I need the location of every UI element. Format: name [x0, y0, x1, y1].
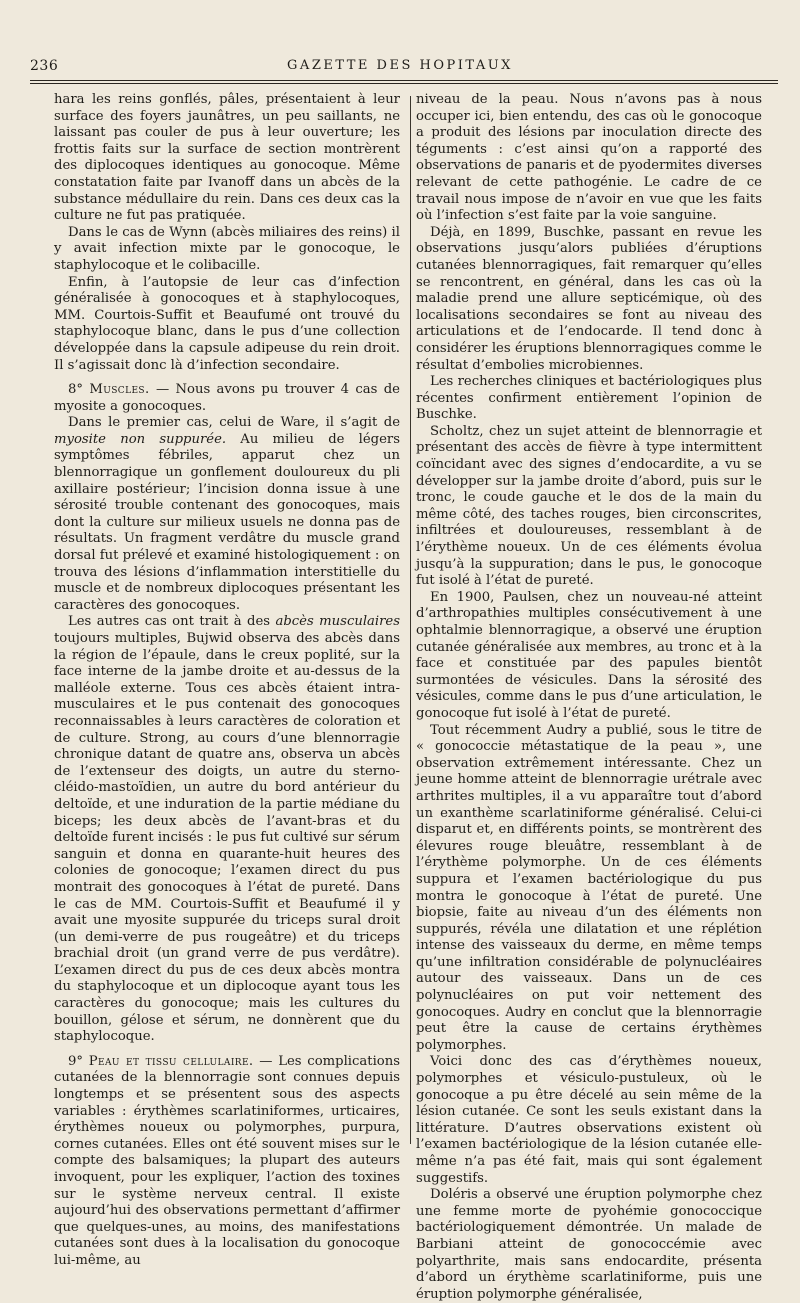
paragraph-buschke: Déjà, en 1899, Buschke, passant en revue les observations jusqu’alors publiées d’éruptions cutanées blennorragiques, fait remarquer qu’elles se rencontrent, en général, dans les cas où la maladie prend une allure septicémique, où des localisations secondaires se font au niveau des articulations et de l’endocarde. Il tend donc à considérer les éruptions blennorragiques comme le résultat d’embolies microbiennes. [416, 224, 762, 373]
paragraph-summary: Voici donc des cas d’érythèmes noueux, polymorphes et vésiculo-pustuleux, où le gonocoque a pu être décelé au sein même de la lésion cutanée. Ce sont les seuls existant dans la littérature. D’autres observations existent où l’examen bactériologique de la lésion cutanée elle-même n’a pas été fait, mais qui sont également suggestifs. [416, 1054, 762, 1186]
emphasis-abces: abcès musculaires [275, 614, 400, 630]
section-title: Muscles. [89, 382, 150, 398]
paragraph-paulsen: En 1900, Paulsen, chez un nouveau-né atteint d’arthropathies multiples consécutivement à une ophtalmie blennorragique, a observé une éruption cutanée généralisée aux membres, au tronc et à la face et constituée par des papules bientôt surmontées de vésicules. Dans la sérosité des vésicules, comme dans le pus d’une articulation, le gonocoque fut isolé à l’état de pureté. [416, 589, 762, 721]
section-number: 8° [68, 382, 83, 398]
section-title: Peau et tissu cellulaire. [88, 1053, 254, 1069]
paragraph-skin-level: niveau de la peau. Nous n’avons pas à nous occuper ici, bien entendu, des cas où le gonocoque a produit des lésions par inoculation directe des téguments : c’est ainsi qu’on a rapporté des observations de panaris et de pyodermites diverses relevant de cette pathogénie. Le cadre de ce travail nous impose de n’avoir en vue que les faits où l’infection s’est faite par la voie sanguine. [416, 92, 762, 224]
paragraph-muscle-abscesses: Les autres cas ont trait à des abcès musculaires toujours multiples, Bujwid observa des abcès dans la région de l’épaule, dans le creux poplité, sur la face interne de la jambe droite et au-dessus de la malléole externe. Tous ces abcès étaient intra-musculaires et le pus contenait des gonocoques reconnaissables à leurs caractères de coloration et de culture. Strong, au cours d’une blennorragie chronique datant de quatre ans, observa un abcès de l’extenseur des doigts, un autre du sterno-cléido-mastoïdien, un autre du bord antérieur du deltoïde, et une induration de la partie médiane du biceps; les deux abcès de l’avant-bras et du deltoïde furent incisés : le pus fut cultivé sur sérum sanguin et donna en quarante-huit heures des colonies de gonocoque; l’examen direct du pus montrait des gonocoques à l’état de pureté. Dans le cas de MM. Courtois-Suffit et Beaufumé il y avait une myosite suppurée du triceps sural droit (un demi-verre de pus rougeâtre) et du triceps brachial droit (un grand verre de pus verdâtre). L’examen direct du pus de ces deux abcès montra du staphylocoque et un diplocoque ayant tous les caractères du gonocoque; mais les cultures du bouillon, gélose et sérum, ne donnèrent que du staphylocoque. [54, 614, 400, 1045]
section-intro-text: — Les complications cutanées de la blennorragie sont connues depuis longtemps et se présentent sous des aspects variables : érythèmes scarlatiniformes, urticaires, érythèmes noueux ou polymorphes, purpura, cornes cutanées. Elles ont été souvent mises sur le compte des balsamiques; la plupart des auteurs invoquent, pour les expliquer, l’action des toxines sur le système nerveux central. Il existe aujourd’hui des observations permettant d’affirmer que quelques-unes, au moins, des manifestations cutanées sont dues à la localisation du gonocoque lui-même, au [54, 1053, 400, 1268]
paragraph-audry: Tout récemment Audry a publié, sous le titre de « gonococcie métastatique de la peau », une observation extrêmement intéressante. Chez un jeune homme atteint de blennorragie urétrale avec arthrites multiples, il a vu apparaître tout d’abord un exanthème scarlatiniforme généralisé. Celui-ci disparut et, en différents points, se montrèrent des élevures rouge bleuâtre, ressemblant à de l’érythème polymorphe. Un de ces éléments suppura et l’examen bactériologique du pus montra le gonocoque à l’état de pureté. Une biopsie, faite au niveau d’un des éléments non suppurés, révéla une dilatation et une réplétion intense des vaisseaux du derme, en même temps qu’une infiltration considérable de polynucléaires autour des vaisseaux. Dans un de ces polynucléaires on put voir nettement des gonocoques. Audry en conclut que la blennorragie peut être la cause de certains érythèmes polymorphes. [416, 722, 762, 1053]
running-title: GAZETTE DES HOPITAUX [287, 58, 513, 73]
page-number: 236 [30, 58, 59, 74]
left-column [54, 92, 400, 1270]
column-divider [410, 96, 411, 1144]
header-rule-secondary [30, 83, 778, 84]
paragraph-doleris: Doléris a observé une éruption polymorphe chez une femme morte de pyohémie gonococcique bactériologiquement démontrée. Un malade de Barbiani atteint de gonococcémie avec polyarthrite, mais sans endocardite, présenta d’abord un érythème scarlatiniforme, puis une éruption polymorphe généralisée, [416, 1187, 762, 1302]
paragraph-wynn-case: Dans le cas de Wynn (abcès miliaires des reins) il y avait infection mixte par le gonocoque, le staphylocoque et le colibacille. [54, 224, 400, 273]
section-intro-text: — Nous avons pu trouver 4 cas de myosite a gonocoques. [54, 382, 400, 414]
section-skin [54, 1054, 400, 1270]
paragraph-ware-case: Dans le premier cas, celui de Ware, il s’agit de myosite non suppurée. Au milieu de légers symptômes fébriles, apparut chez un blennorragique un gonflement douloureux du pli axillaire postérieur; l’incision donna issue à une sérosité trouble contenant des gonocoques, mais dont la culture sur milieux usuels ne donna pas de résultats. Un fragment verdâtre du muscle grand dorsal fut prélevé et examiné histologiquement : on trouva des lésions d’inflammation interstitielle du muscle et de nombreux diplocoques présentant les caractères des gonocoques. [54, 415, 400, 613]
paragraph-recent-research: Les recherches cliniques et bactériologiques plus récentes confirment entièrement l’opinion de Buschke. [416, 374, 762, 423]
section-muscles [54, 382, 400, 415]
right-column [416, 92, 762, 1303]
paragraph-scholtz: Scholtz, chez un sujet atteint de blennorragie et présentant des accès de fièvre à type intermittent coïncidant avec des signes d’endocardite, a vu se développer sur la jambe droite d’abord, puis sur le tronc, le coude gauche et le dos de la main du même côté, des taches rouges, bien circonscrites, infiltrées et douloureuses, ressemblant à de l’érythème noueux. Un de ces éléments évolua jusqu’à la suppuration; dans le pus, le gonocoque fut isolé à l’état de pureté. [416, 423, 762, 589]
paragraph-kidney-lesions: hara les reins gonflés, pâles, présentaient à leur surface des foyers jaunâtres, un peu saillants, ne laissant pas couler de pus à leur ouverture; les frottis faits sur la surface de section montrèrent des diplocoques identiques au gonocoque. Même constatation faite par Ivanoff dans un abcès de la substance médullaire du rein. Dans ces deux cas la culture ne fut pas pratiquée. [54, 92, 400, 224]
header-rule [30, 80, 778, 81]
section-number: 9° [68, 1053, 83, 1069]
page-header [0, 58, 800, 80]
emphasis-myosite: myosite non suppurée. [54, 431, 227, 447]
paragraph-courtois-suffit-autopsy: Enfin, à l’autopsie de leur cas d’infection généralisée à gonocoques et à staphylocoques, MM. Courtois-Suffit et Beaufumé ont trouvé du staphylocoque blanc, dans le pus d’une collection développée dans la capsule adipeuse du rein droit. Il s’agissait donc là d’infection secondaire. [54, 274, 400, 373]
